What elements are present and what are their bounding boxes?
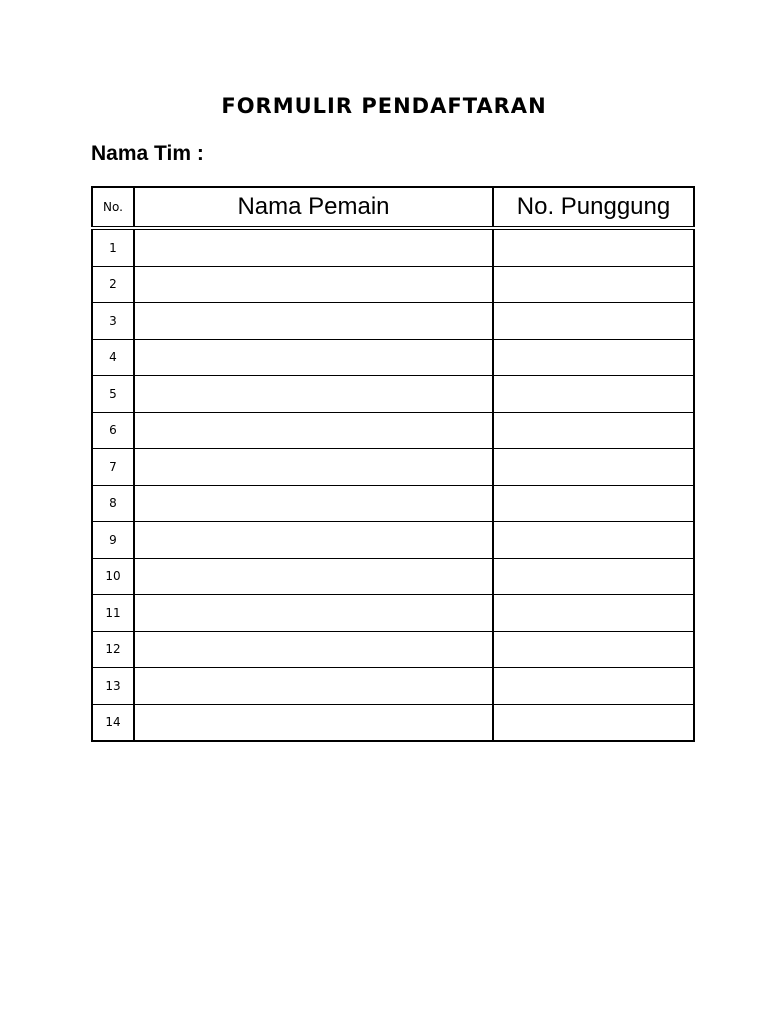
row-number-cell: 11 [92, 595, 134, 632]
row-number-cell: 12 [92, 631, 134, 668]
back-number-cell[interactable] [493, 339, 694, 376]
header-player-name: Nama Pemain [134, 187, 493, 228]
row-number-cell: 9 [92, 522, 134, 559]
table-row [92, 668, 694, 705]
row-number-cell: 2 [92, 266, 134, 303]
player-name-cell[interactable] [134, 485, 493, 522]
row-number-cell: 14 [92, 704, 134, 741]
player-name-cell[interactable] [134, 668, 493, 705]
row-number-cell: 6 [92, 412, 134, 449]
table-row [92, 485, 694, 522]
table-row [92, 558, 694, 595]
table-header-row [92, 187, 694, 228]
table-row [92, 303, 694, 340]
player-name-cell[interactable] [134, 303, 493, 340]
header-no: No. [92, 187, 134, 228]
player-name-cell[interactable] [134, 704, 493, 741]
table-row [92, 228, 694, 266]
back-number-cell[interactable] [493, 412, 694, 449]
back-number-cell[interactable] [493, 485, 694, 522]
team-name-label: Nama Tim : [91, 142, 204, 165]
table-row [92, 339, 694, 376]
player-name-cell[interactable] [134, 558, 493, 595]
row-number-cell: 13 [92, 668, 134, 705]
form-title: FORMULIR PENDAFTARAN [221, 94, 547, 118]
back-number-cell[interactable] [493, 522, 694, 559]
table-row [92, 595, 694, 632]
back-number-cell[interactable] [493, 266, 694, 303]
back-number-cell[interactable] [493, 228, 694, 266]
back-number-cell[interactable] [493, 668, 694, 705]
row-number-cell: 7 [92, 449, 134, 486]
table-row [92, 376, 694, 413]
player-name-cell[interactable] [134, 449, 493, 486]
row-number-cell: 1 [92, 228, 134, 266]
row-number-cell: 10 [92, 558, 134, 595]
player-name-cell[interactable] [134, 266, 493, 303]
row-number-cell: 5 [92, 376, 134, 413]
player-name-cell[interactable] [134, 631, 493, 668]
player-name-cell[interactable] [134, 595, 493, 632]
back-number-cell[interactable] [493, 558, 694, 595]
header-back-number: No. Punggung [493, 187, 694, 228]
player-name-cell[interactable] [134, 376, 493, 413]
table-row [92, 631, 694, 668]
table-row [92, 266, 694, 303]
table-row [92, 449, 694, 486]
table-row [92, 412, 694, 449]
player-name-cell[interactable] [134, 339, 493, 376]
registration-table [91, 186, 695, 742]
back-number-cell[interactable] [493, 376, 694, 413]
back-number-cell[interactable] [493, 704, 694, 741]
back-number-cell[interactable] [493, 631, 694, 668]
table-body [92, 228, 694, 741]
row-number-cell: 3 [92, 303, 134, 340]
back-number-cell[interactable] [493, 303, 694, 340]
row-number-cell: 8 [92, 485, 134, 522]
player-name-cell[interactable] [134, 522, 493, 559]
player-name-cell[interactable] [134, 412, 493, 449]
table-row [92, 704, 694, 741]
row-number-cell: 4 [92, 339, 134, 376]
player-name-cell[interactable] [134, 228, 493, 266]
back-number-cell[interactable] [493, 449, 694, 486]
table-row [92, 522, 694, 559]
back-number-cell[interactable] [493, 595, 694, 632]
